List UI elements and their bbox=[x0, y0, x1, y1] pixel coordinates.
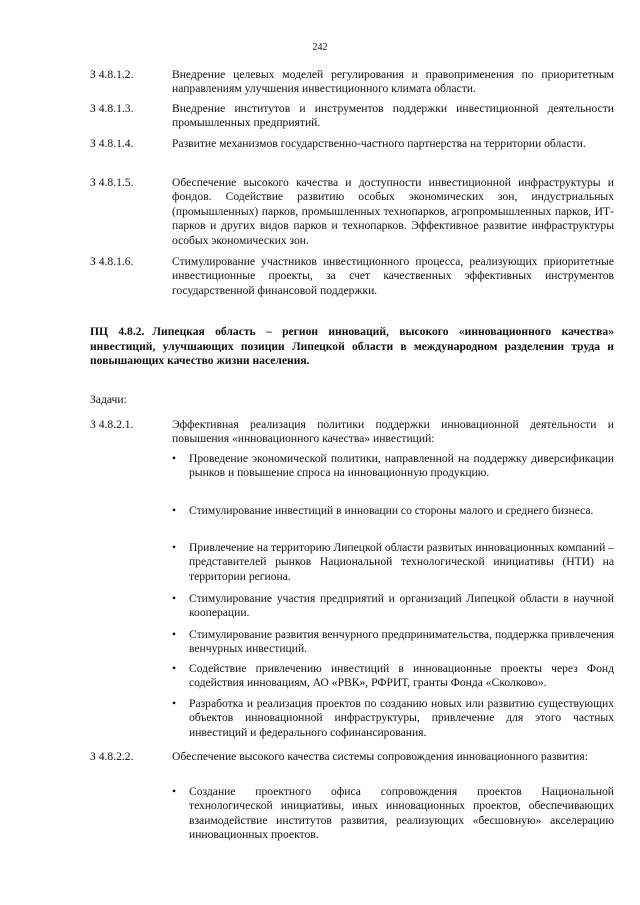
task-code: З 4.8.1.3. bbox=[90, 102, 134, 115]
task-text: Развитие механизмов государственно-частного партнерства на территории области. bbox=[172, 137, 586, 150]
task-code: З 4.8.1.2. bbox=[90, 68, 134, 81]
bullet-icon: • bbox=[172, 785, 177, 798]
task-text: Эффективная реализация политики поддержки инновационной деятельности и повышения «инновационного качества» инвестиций: bbox=[172, 418, 614, 446]
heading-code: ПЦ 4.8.2. bbox=[90, 325, 145, 338]
bullet-icon: • bbox=[172, 541, 177, 554]
task-text: Стимулирование участников инвестиционного процесса, реализующих приоритетные инвестиционные проекты, за счет качественных эффективных инструментов государственной финансовой поддержки. bbox=[172, 255, 614, 297]
page-number: 242 bbox=[312, 42, 328, 53]
bullet-icon: • bbox=[172, 452, 177, 465]
task-text: Внедрение институтов и инструментов поддержки инвестиционной деятельности промышленных предприятий. bbox=[172, 102, 614, 130]
task-code: З 4.8.1.5. bbox=[90, 176, 134, 189]
bullet-icon: • bbox=[172, 592, 177, 605]
task-text: Обеспечение высокого качества и доступности инвестиционной инфраструктуры и фондов. Содействие развитию особых экономических зон, индустриальных (промышленных) парков, промышленных технопарков, агропромышленных парков, ИТ-парков и других видов парков и технопарков. Эффективное развитие инфраструктуры особых экономических зон. bbox=[172, 176, 614, 247]
list-item-text: Проведение экономической политики, направленной на поддержку диверсификации рынков и повышение спроса на инновационную продукцию. bbox=[189, 452, 614, 480]
task-text: Обеспечение высокого качества системы сопровождения инновационного развития: bbox=[172, 750, 588, 763]
list-item-text: Создание проектного офиса сопровождения проектов Национальной технологической инициативы, иных инновационных проектов, обеспечивающих взаимодействие институтов развития, реализующих «бесшовную» акселерацию инновационных проектов. bbox=[189, 785, 614, 842]
tasks-label: Задачи: bbox=[90, 393, 127, 406]
list-item-text: Привлечение на территорию Липецкой области развитых инновационных компаний – представителей рынков Национальной технологической инициативы (НТИ) на территории региона. bbox=[189, 541, 614, 583]
list-item-text: Разработка и реализация проектов по созданию новых или развитию существующих объектов инновационной инфраструктуры, привлечение для этого частных инвестиций и федерального софинансирования. bbox=[189, 697, 614, 739]
task-code: З 4.8.1.4. bbox=[90, 137, 134, 150]
list-item-text: Стимулирование инвестиций в инновации со стороны малого и среднего бизнеса. bbox=[189, 504, 594, 517]
bullet-icon: • bbox=[172, 504, 177, 517]
section-heading bbox=[90, 325, 614, 369]
list-item-text: Содействие привлечению инвестиций в инновационные проекты через Фонд содействия инновациям, АО «РВК», РФРИТ, гранты Фонда «Сколково». bbox=[189, 662, 614, 690]
task-code: З 4.8.1.6. bbox=[90, 255, 134, 268]
bullet-icon: • bbox=[172, 628, 177, 641]
task-code: З 4.8.2.2. bbox=[90, 750, 134, 763]
list-item-text: Стимулирование участия предприятий и организаций Липецкой области в научной кооперации. bbox=[189, 592, 614, 620]
task-text: Внедрение целевых моделей регулирования и правоприменения по приоритетным направлениям улучшения инвестиционного климата области. bbox=[172, 68, 614, 96]
heading-text: Липецкая область – регион инноваций, высокого «инновационного качества» инвестиций, улучшающих позиции Липецкой области в международном разделении труда и повышающих качество жизни населения. bbox=[90, 325, 614, 368]
list-item-text: Стимулирование развития венчурного предпринимательства, поддержка привлечения венчурных инвестиций. bbox=[189, 628, 614, 656]
bullet-icon: • bbox=[172, 697, 177, 710]
bullet-icon: • bbox=[172, 662, 177, 675]
task-code: З 4.8.2.1. bbox=[90, 418, 134, 431]
